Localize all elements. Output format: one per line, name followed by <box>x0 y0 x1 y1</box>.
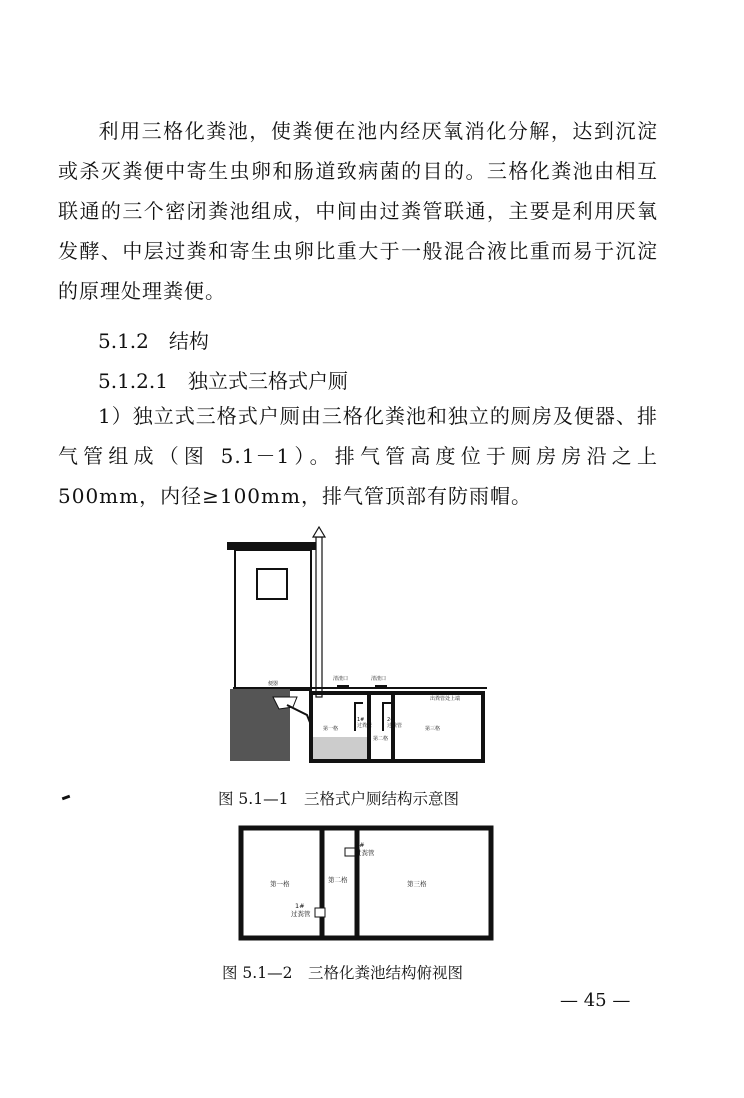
body-paragraph-2 <box>58 396 658 516</box>
label-chamber-1: 第一格 <box>323 726 339 732</box>
label-toilet: 便器 <box>268 681 279 687</box>
page-number: — 45 — <box>560 990 631 1011</box>
figure-tank-top-view <box>235 820 500 945</box>
inlet-pipe <box>287 705 311 725</box>
label-chamber-2: 第二格 <box>328 876 348 884</box>
label-pipe-2-num: 2# <box>355 841 365 849</box>
cleanout-lid-1 <box>337 685 349 689</box>
cleanout-lid-2 <box>375 685 387 689</box>
figure-2-caption: 图 5.1—2 三格化粪池结构俯视图 <box>222 964 463 982</box>
label-pipe-1-line-2: 过粪管 <box>357 723 373 729</box>
transfer-pipe-1 <box>315 908 325 917</box>
label-chamber-2: 第二格 <box>373 736 389 742</box>
label-chamber-3: 第三格 <box>425 726 441 732</box>
roof-slab <box>227 542 322 550</box>
vent-pipe <box>316 537 322 697</box>
label-chamber-3: 第三格 <box>407 880 427 888</box>
stray-mark <box>62 795 71 801</box>
sludge-layer <box>313 737 367 759</box>
toilet-room <box>235 550 311 690</box>
label-outlet: 出粪管处上端 <box>430 696 461 702</box>
paragraph-2-text: 1）独立式三格式户厕由三格化粪池和独立的厕房及便器、排气管组成（图 5.1－1）。排气管高度位于厕房房沿之上500mm，内径≥100mm，排气管顶部有防雨帽。 <box>58 404 658 508</box>
label-pipe-2-line-1: 2# <box>387 717 395 723</box>
label-pipe-2-name: 过粪管 <box>355 849 375 857</box>
label-pipe-2-line-2: 过粪管 <box>387 723 403 729</box>
label-pipe-1-name: 过粪管 <box>291 910 311 918</box>
label-chamber-1: 第一格 <box>270 880 290 888</box>
figure-1-caption: 图 5.1—1 三格式户厕结构示意图 <box>218 790 459 808</box>
section-heading-5-1-2-1: 5.1.2.1 独立式三格式户厕 <box>98 369 348 393</box>
window <box>257 569 287 599</box>
figure-toilet-structure <box>225 525 495 765</box>
section-heading-5-1-2: 5.1.2 结构 <box>98 329 209 353</box>
label-lid-1: 清渣口 <box>333 676 349 682</box>
transfer-pipe-2 <box>345 848 355 856</box>
label-pipe-1-num: 1# <box>295 902 305 910</box>
label-lid-2: 清渣口 <box>371 676 387 682</box>
rain-cap <box>313 527 325 537</box>
body-paragraph-1 <box>58 111 658 311</box>
paragraph-1-text: 利用三格化粪池，使粪便在池内经厌氧消化分解，达到沉淀或杀灭粪便中寄生虫卵和肠道致病菌的目的。三格化粪池由相互联通的三个密闭粪池组成，中间由过粪管联通，主要是利用厌氧发酵、中层过粪和寄生虫卵比重大于一般混合液比重而易于沉淀的原理处理粪便。 <box>58 119 658 303</box>
label-pipe-1-line-1: 1# <box>357 717 365 723</box>
